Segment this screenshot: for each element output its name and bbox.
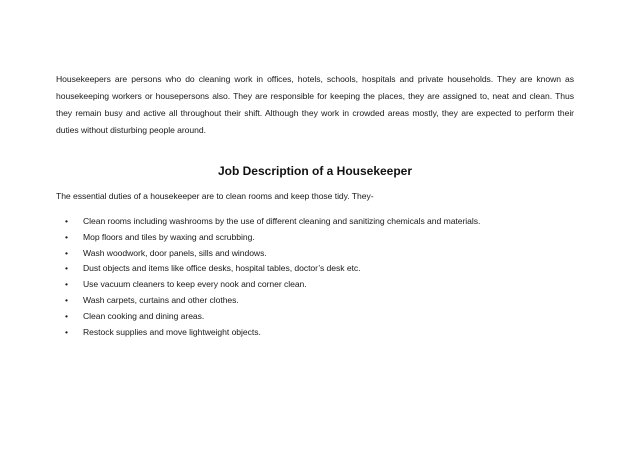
duty-text: Clean rooms including washrooms by the use of different cleaning and sanitizing chemicals and materials.	[83, 216, 481, 226]
duties-lead-text: The essential duties of a housekeeper are to clean rooms and keep those tidy. They-	[56, 191, 374, 201]
bullet-icon: •	[65, 326, 68, 337]
duty-text: Dust objects and items like office desks, hospital tables, doctor’s desk etc.	[83, 263, 361, 274]
list-item	[56, 246, 576, 262]
bullet-icon: •	[65, 231, 68, 242]
bullet-icon: •	[65, 216, 68, 226]
duties-list	[56, 214, 576, 340]
section-heading: Job Description of a Housekeeper	[217, 164, 413, 178]
list-item	[56, 214, 576, 230]
duty-text: Wash carpets, curtains and other clothes.	[83, 294, 239, 305]
list-item	[56, 309, 576, 325]
bullet-icon: •	[65, 310, 68, 321]
bullet-icon: •	[65, 294, 68, 305]
duty-text: Wash woodwork, door panels, sills and windows.	[83, 247, 267, 258]
duty-text: Use vacuum cleaners to keep every nook and corner clean.	[83, 279, 307, 290]
list-item	[56, 261, 576, 277]
intro-paragraph: Housekeepers are persons who do cleaning work in offices, hotels, schools, hospitals and private households. They are known as housekeeping workers or housepersons also. They are responsible for keeping the places, they are assigned to, neat and clean. Thus they remain busy and active all throughout their shift. Although they work in crowded areas mostly, they are expected to perform their duties without disturbing people around.	[56, 74, 574, 135]
list-item	[56, 325, 576, 341]
duty-text: Restock supplies and move lightweight objects.	[83, 326, 261, 337]
bullet-icon: •	[65, 279, 68, 290]
bullet-icon: •	[65, 263, 68, 274]
list-item	[56, 230, 576, 246]
list-item	[56, 293, 576, 309]
duty-text: Clean cooking and dining areas.	[83, 310, 205, 321]
duty-text: Mop floors and tiles by waxing and scrubbing.	[83, 231, 255, 242]
list-item	[56, 277, 576, 293]
bullet-icon: •	[65, 247, 68, 258]
